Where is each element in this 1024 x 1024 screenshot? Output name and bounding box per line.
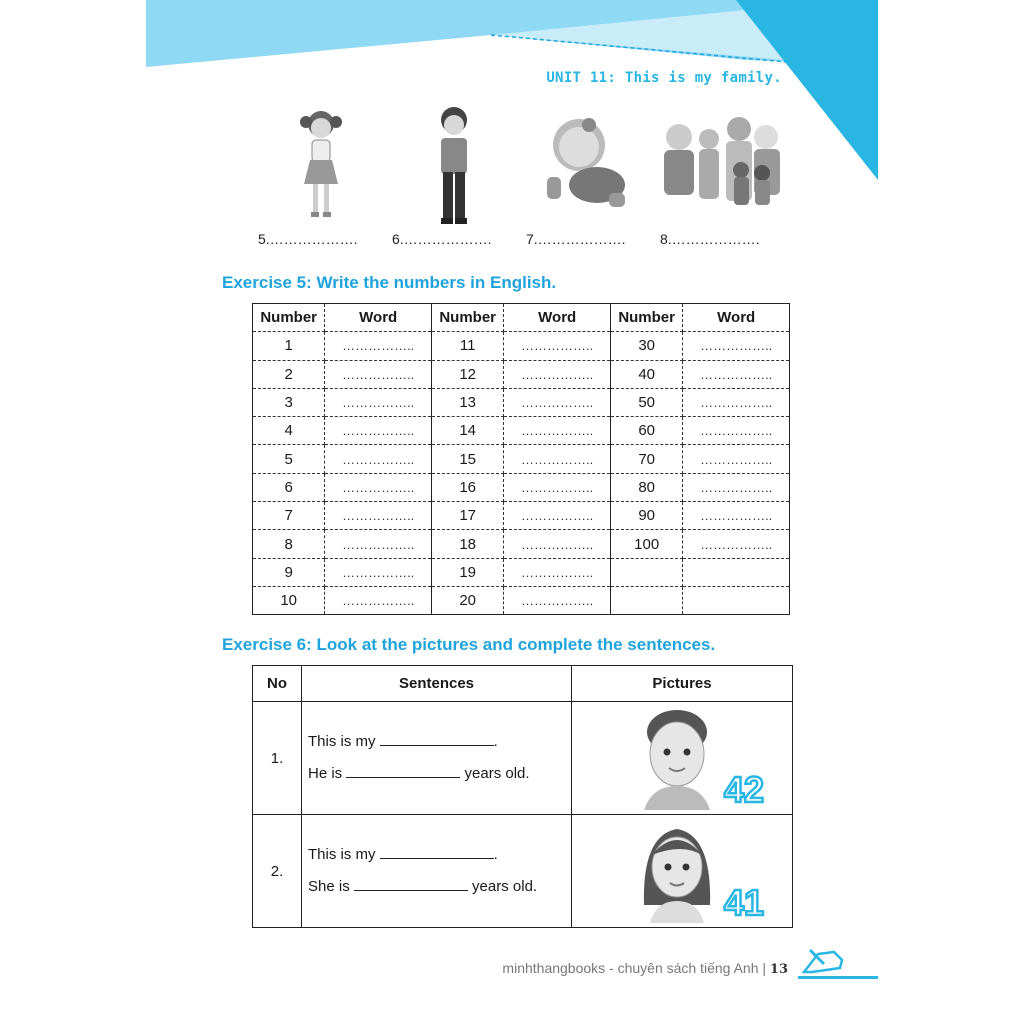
- word-blank-cell[interactable]: [325, 558, 432, 586]
- word-blank-cell[interactable]: [325, 360, 432, 388]
- word-blank[interactable]: ……………..: [700, 451, 773, 467]
- word-blank-cell[interactable]: [504, 586, 611, 614]
- word-blank-cell[interactable]: [325, 473, 432, 501]
- header-word-2: Word: [504, 304, 611, 332]
- sentence-cell: [302, 702, 572, 815]
- writing-hand-icon: [800, 946, 846, 976]
- word-blank[interactable]: ……………..: [521, 508, 594, 524]
- word-blank[interactable]: ……………..: [700, 508, 773, 524]
- number-cell: [610, 586, 682, 614]
- word-blank[interactable]: ……………..: [700, 366, 773, 382]
- answer-line[interactable]: [354, 877, 468, 891]
- exercise-5-title: Exercise 5: Write the numbers in English.: [222, 273, 557, 292]
- word-blank-cell[interactable]: [504, 530, 611, 558]
- word-blank[interactable]: ……………..: [342, 536, 415, 552]
- word-blank-cell[interactable]: [683, 473, 790, 501]
- table-header-row: [253, 304, 790, 332]
- woman-portrait: [572, 815, 792, 923]
- footer-publisher: minhthangbooks - chuyên sách tiếng Anh |: [502, 960, 767, 976]
- sentence-prefix: He is: [308, 765, 343, 782]
- age-label: 41: [724, 882, 765, 923]
- sentence-suffix: years old.: [464, 765, 530, 782]
- word-blank[interactable]: ……………..: [521, 423, 594, 439]
- word-blank[interactable]: ……………..: [521, 536, 594, 552]
- word-blank-cell[interactable]: [504, 558, 611, 586]
- word-blank[interactable]: ……………..: [521, 593, 594, 609]
- word-blank[interactable]: ……………..: [700, 395, 773, 411]
- word-blank-cell[interactable]: [325, 530, 432, 558]
- workbook-page: [146, 0, 878, 1024]
- word-blank-cell[interactable]: [683, 530, 790, 558]
- number-cell: 12: [431, 360, 503, 388]
- header-number-3: Number: [610, 304, 682, 332]
- number-cell: 7: [253, 502, 325, 530]
- number-cell: 9: [253, 558, 325, 586]
- baby-illustration: [539, 115, 629, 215]
- word-blank[interactable]: ……………..: [342, 338, 415, 354]
- word-blank[interactable]: ……………..: [342, 593, 415, 609]
- blank-8[interactable]: 8.……………….: [660, 231, 760, 247]
- number-cell: 40: [610, 360, 682, 388]
- word-blank-cell[interactable]: [325, 417, 432, 445]
- page-number: 13: [769, 962, 788, 977]
- number-cell: 70: [610, 445, 682, 473]
- word-blank[interactable]: ……………..: [521, 564, 594, 580]
- header-word-3: Word: [683, 304, 790, 332]
- word-blank-cell[interactable]: [683, 586, 790, 614]
- number-cell: 11: [431, 332, 503, 360]
- numbers-table-body: [253, 332, 790, 615]
- word-blank-cell[interactable]: [325, 445, 432, 473]
- word-blank-cell[interactable]: [683, 558, 790, 586]
- table-row: [253, 445, 790, 473]
- footer: [502, 960, 788, 977]
- sentence-prefix: This is my: [308, 733, 376, 750]
- numbers-table: [252, 303, 790, 615]
- age-label: 42: [724, 769, 765, 810]
- word-blank[interactable]: ……………..: [700, 479, 773, 495]
- header-sentences: Sentences: [302, 666, 572, 702]
- table-row: [253, 360, 790, 388]
- word-blank-cell[interactable]: [683, 502, 790, 530]
- word-blank-cell[interactable]: [504, 502, 611, 530]
- word-blank-cell[interactable]: [325, 586, 432, 614]
- number-cell: 20: [431, 586, 503, 614]
- sentences-table: [252, 665, 793, 928]
- sentence-suffix: .: [493, 733, 498, 750]
- word-blank[interactable]: ……………..: [700, 423, 773, 439]
- word-blank-cell[interactable]: [325, 388, 432, 416]
- sentence-prefix: This is my: [308, 846, 376, 863]
- sentence-suffix: years old.: [472, 878, 538, 895]
- word-blank-cell[interactable]: [683, 360, 790, 388]
- sentence-cell: [302, 815, 572, 928]
- row-number: 2.: [253, 815, 302, 928]
- footer-accent-line: [798, 976, 878, 979]
- number-cell: 19: [431, 558, 503, 586]
- number-cell: 30: [610, 332, 682, 360]
- number-cell: 18: [431, 530, 503, 558]
- word-blank[interactable]: ……………..: [342, 508, 415, 524]
- family-illustration: [654, 115, 789, 215]
- picture-cell: [572, 702, 793, 815]
- picture-cell: [572, 815, 793, 928]
- header-number-1: Number: [253, 304, 325, 332]
- word-blank[interactable]: ……………..: [342, 564, 415, 580]
- sentence-suffix: .: [493, 846, 498, 863]
- number-cell: 6: [253, 473, 325, 501]
- number-cell: [610, 558, 682, 586]
- number-cell: 3: [253, 388, 325, 416]
- table-row: [253, 388, 790, 416]
- blank-5[interactable]: 5.……………….: [258, 231, 358, 247]
- word-blank-cell[interactable]: [683, 445, 790, 473]
- word-blank[interactable]: ……………..: [342, 479, 415, 495]
- word-blank-cell[interactable]: [325, 502, 432, 530]
- table-row: [253, 332, 790, 360]
- word-blank-cell[interactable]: [504, 417, 611, 445]
- boy-illustration: [431, 104, 477, 228]
- word-blank[interactable]: ……………..: [521, 395, 594, 411]
- number-cell: 13: [431, 388, 503, 416]
- word-blank-cell[interactable]: [683, 388, 790, 416]
- answer-line[interactable]: [380, 845, 494, 859]
- girl-illustration: [296, 104, 346, 224]
- table-row: [253, 530, 790, 558]
- table-row: [253, 702, 793, 815]
- number-cell: 17: [431, 502, 503, 530]
- number-cell: 50: [610, 388, 682, 416]
- number-cell: 14: [431, 417, 503, 445]
- row-number: 1.: [253, 702, 302, 815]
- number-cell: 15: [431, 445, 503, 473]
- number-cell: 60: [610, 417, 682, 445]
- table-header-row: [253, 666, 793, 702]
- man-portrait: [572, 702, 792, 810]
- number-cell: 90: [610, 502, 682, 530]
- number-cell: 2: [253, 360, 325, 388]
- word-blank-cell[interactable]: [683, 332, 790, 360]
- unit-title: UNIT 11: This is my family.: [546, 70, 782, 86]
- header-pictures: Pictures: [572, 666, 793, 702]
- number-cell: 80: [610, 473, 682, 501]
- word-blank[interactable]: ……………..: [700, 338, 773, 354]
- number-cell: 4: [253, 417, 325, 445]
- number-cell: 16: [431, 473, 503, 501]
- exercise-6-title: Exercise 6: Look at the pictures and complete the sentences.: [222, 635, 716, 654]
- answer-line[interactable]: [380, 732, 494, 746]
- word-blank-cell[interactable]: [683, 417, 790, 445]
- word-blank[interactable]: ……………..: [342, 366, 415, 382]
- sentence-prefix: She is: [308, 878, 350, 895]
- word-blank[interactable]: ……………..: [521, 451, 594, 467]
- word-blank-cell[interactable]: [504, 360, 611, 388]
- word-blank[interactable]: ……………..: [521, 338, 594, 354]
- header-number-2: Number: [431, 304, 503, 332]
- table-row: [253, 586, 790, 614]
- answer-line[interactable]: [346, 764, 460, 778]
- word-blank-cell[interactable]: [504, 445, 611, 473]
- word-blank[interactable]: ……………..: [342, 451, 415, 467]
- table-row: [253, 502, 790, 530]
- number-cell: 5: [253, 445, 325, 473]
- word-blank-cell[interactable]: [325, 332, 432, 360]
- word-blank-cell[interactable]: [504, 332, 611, 360]
- table-row: [253, 558, 790, 586]
- header-no: No: [253, 666, 302, 702]
- word-blank[interactable]: ……………..: [521, 479, 594, 495]
- number-cell: 1: [253, 332, 325, 360]
- table-row: [253, 417, 790, 445]
- word-blank[interactable]: ……………..: [342, 423, 415, 439]
- header-word-1: Word: [325, 304, 432, 332]
- number-cell: 10: [253, 586, 325, 614]
- word-blank-cell[interactable]: [504, 388, 611, 416]
- blank-6[interactable]: 6.……………….: [392, 231, 492, 247]
- blank-7[interactable]: 7.……………….: [526, 231, 626, 247]
- figure-answer-blanks: [258, 231, 818, 247]
- number-cell: 8: [253, 530, 325, 558]
- word-blank[interactable]: ……………..: [521, 366, 594, 382]
- word-blank[interactable]: ……………..: [700, 536, 773, 552]
- number-cell: 100: [610, 530, 682, 558]
- word-blank-cell[interactable]: [504, 473, 611, 501]
- word-blank[interactable]: ……………..: [342, 395, 415, 411]
- table-row: [253, 815, 793, 928]
- table-row: [253, 473, 790, 501]
